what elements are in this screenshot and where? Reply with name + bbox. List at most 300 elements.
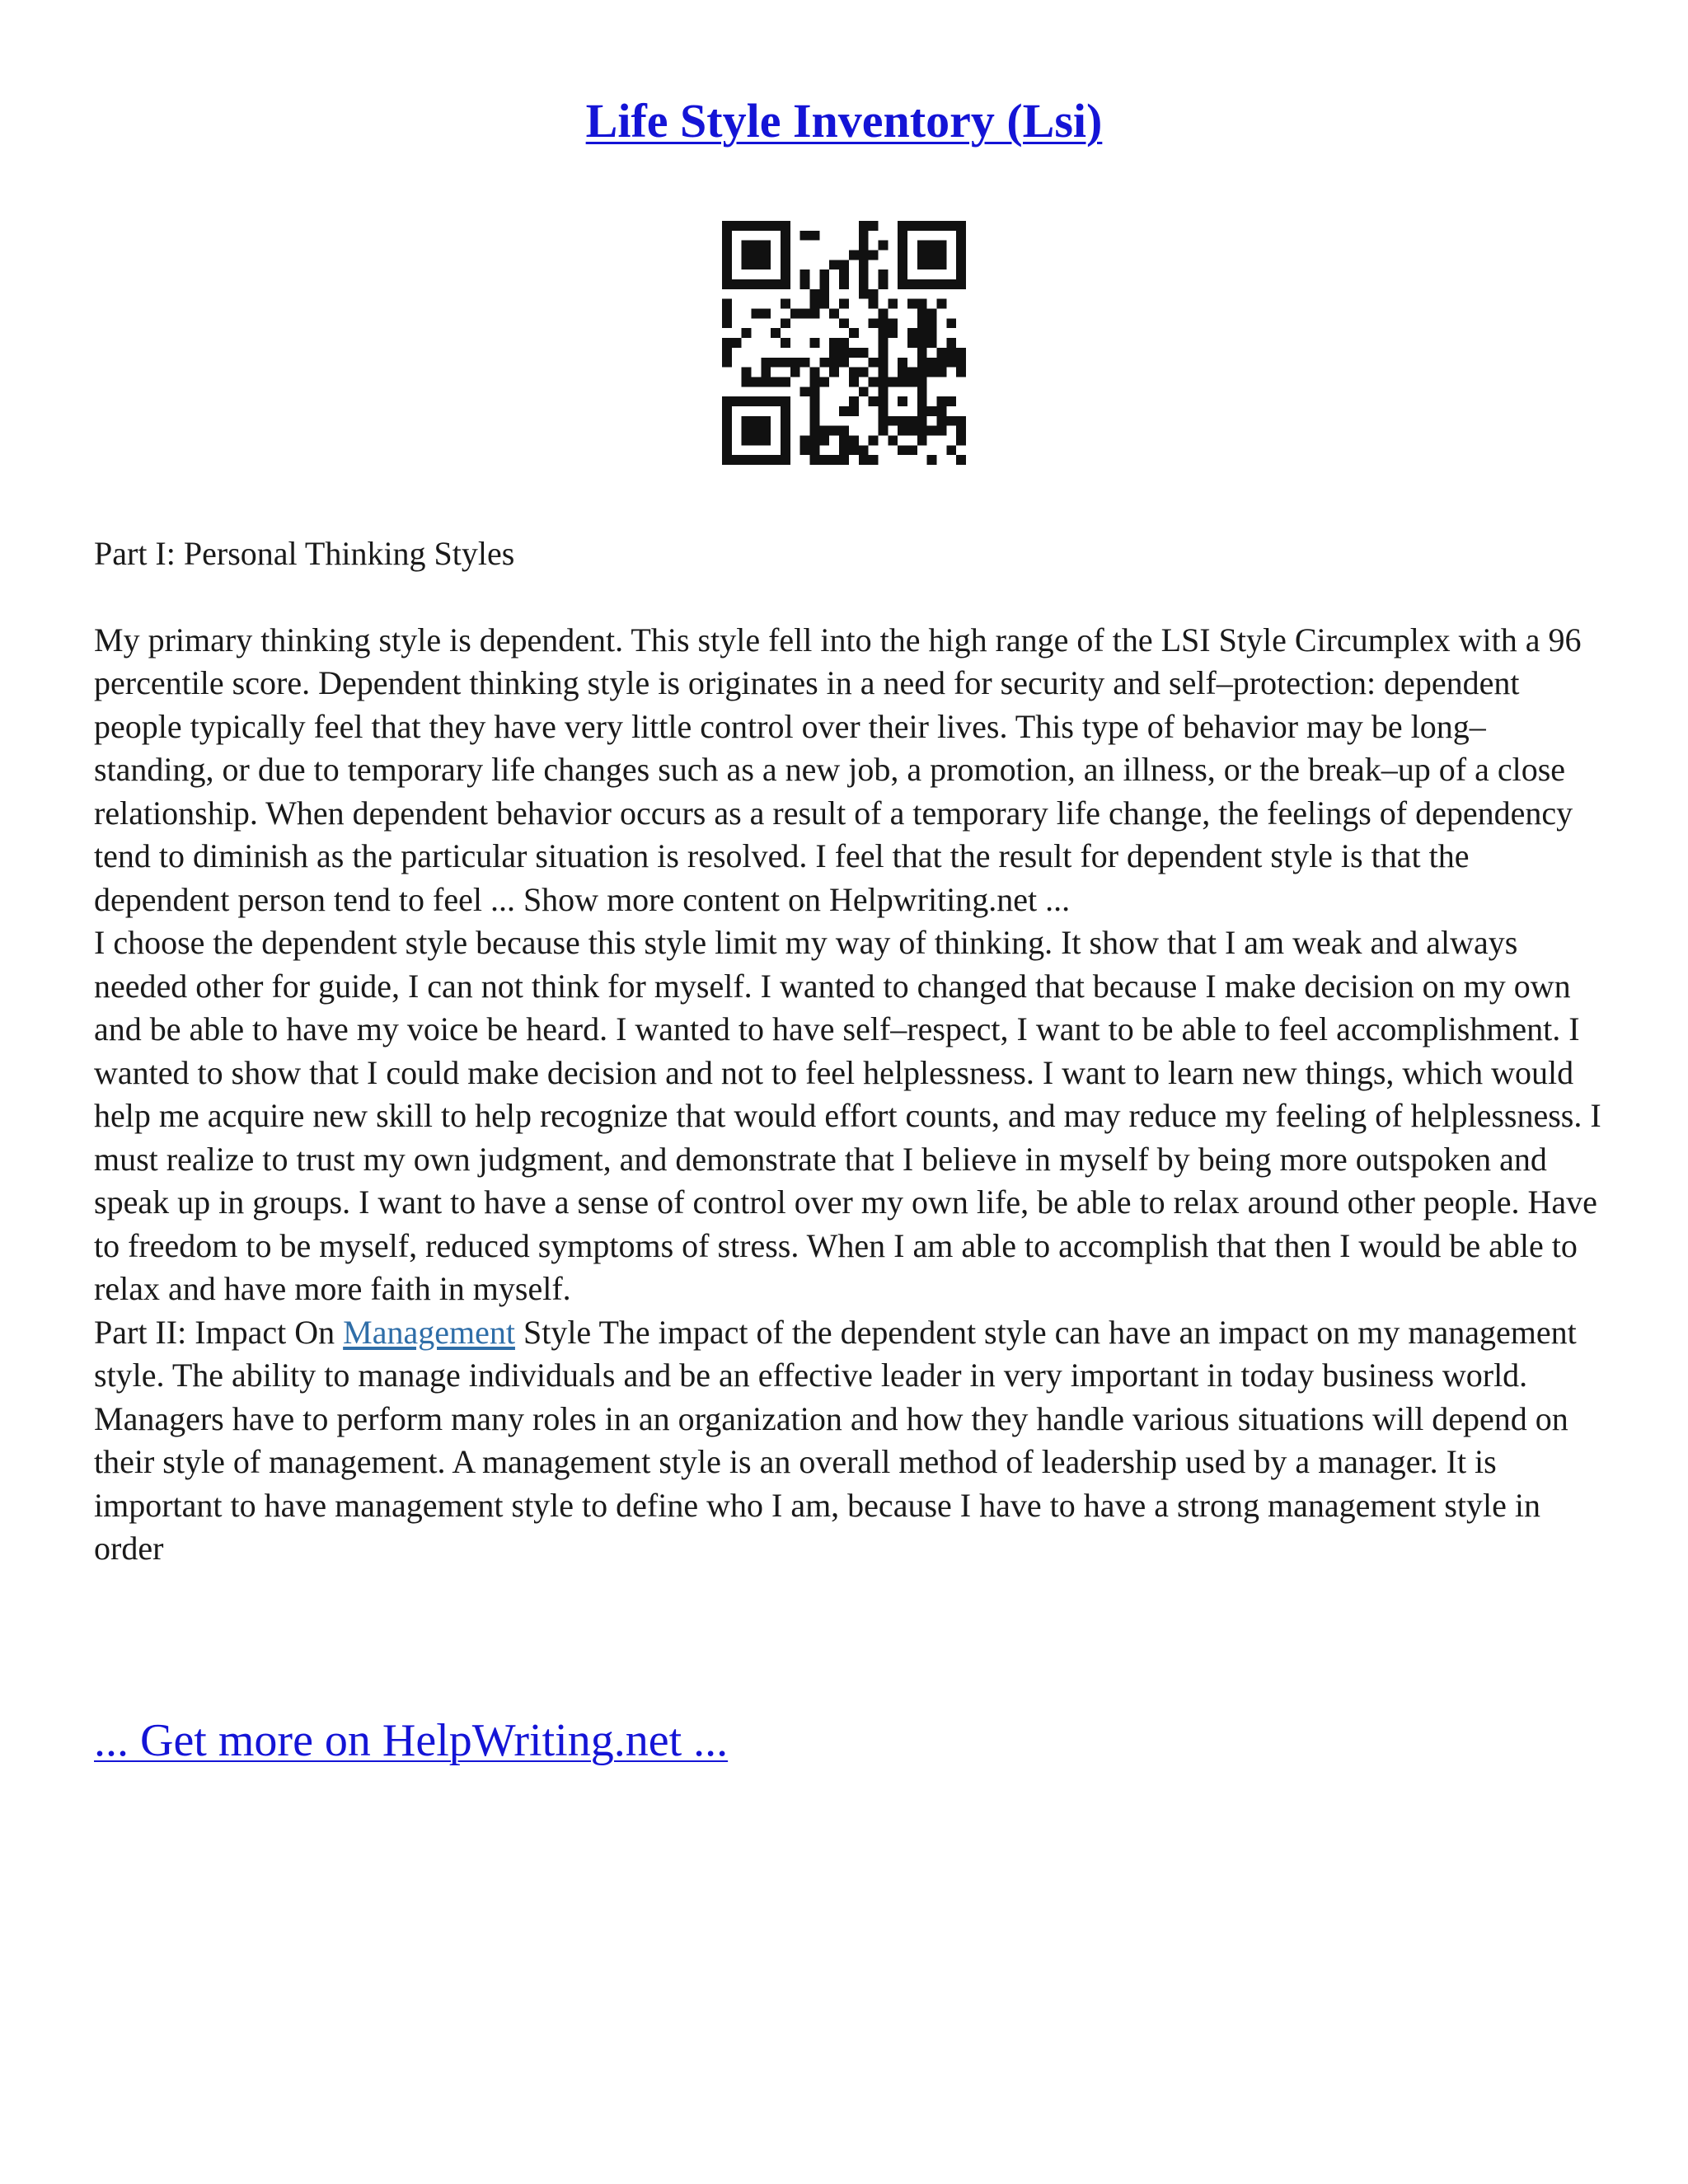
qr-module	[839, 279, 849, 289]
qr-module	[819, 377, 829, 387]
qr-module	[927, 338, 937, 348]
qr-module	[742, 377, 752, 387]
qr-module	[732, 279, 742, 289]
qr-module	[761, 396, 771, 406]
qr-module	[800, 445, 810, 455]
qr-module	[946, 416, 956, 426]
qr-module	[771, 396, 781, 406]
qr-module	[761, 260, 771, 269]
qr-module	[956, 241, 966, 251]
qr-module	[917, 318, 927, 328]
qr-module	[878, 377, 888, 387]
qr-module	[917, 358, 927, 368]
qr-module	[722, 416, 732, 426]
qr-module	[732, 338, 742, 348]
qr-module	[927, 358, 937, 368]
qr-module	[819, 269, 829, 279]
qr-module	[771, 358, 781, 368]
qr-module	[781, 406, 790, 416]
qr-module	[800, 231, 810, 241]
qr-module	[898, 269, 907, 279]
qr-module	[888, 328, 898, 338]
qr-module	[956, 426, 966, 436]
qr-module	[722, 309, 732, 319]
qr-module	[829, 309, 839, 319]
qr-module	[732, 221, 742, 231]
qr-module	[761, 368, 771, 377]
qr-module	[829, 338, 839, 348]
qr-module	[781, 426, 790, 436]
qr-module	[927, 406, 937, 416]
qr-module	[869, 318, 879, 328]
qr-module	[869, 289, 879, 299]
qr-module	[800, 279, 810, 289]
qr-module	[752, 435, 762, 445]
qr-module	[898, 445, 907, 455]
qr-module	[936, 241, 946, 251]
qr-module	[810, 377, 820, 387]
qr-module	[956, 348, 966, 358]
qr-module	[917, 416, 927, 426]
qr-module	[956, 368, 966, 377]
qr-module	[839, 445, 849, 455]
qr-module	[927, 279, 937, 289]
qr-module	[722, 299, 732, 309]
qr-module	[898, 416, 907, 426]
qr-module	[878, 396, 888, 406]
qr-module	[722, 251, 732, 260]
qr-module	[761, 416, 771, 426]
qr-module	[936, 260, 946, 269]
qr-module	[839, 269, 849, 279]
qr-module	[722, 455, 732, 465]
qr-module	[761, 251, 771, 260]
qr-module	[888, 299, 898, 309]
qr-module	[781, 231, 790, 241]
qr-module	[936, 299, 946, 309]
qr-module	[917, 387, 927, 396]
qr-module	[752, 221, 762, 231]
qr-module	[810, 406, 820, 416]
qr-module	[927, 426, 937, 436]
qr-module	[917, 426, 927, 436]
qr-module	[829, 260, 839, 269]
qr-module	[742, 455, 752, 465]
qr-module	[917, 251, 927, 260]
qr-module	[946, 445, 956, 455]
qr-module	[781, 251, 790, 260]
qr-module	[722, 318, 732, 328]
qr-module	[800, 269, 810, 279]
qr-module	[752, 416, 762, 426]
qr-module	[742, 435, 752, 445]
qr-module	[810, 299, 820, 309]
qr-module	[810, 309, 820, 319]
qr-module	[927, 318, 937, 328]
qr-module	[781, 299, 790, 309]
qr-module	[771, 328, 781, 338]
qr-module	[907, 445, 917, 455]
qr-module	[819, 455, 829, 465]
qr-module	[878, 269, 888, 279]
get-more-container	[94, 1713, 728, 1769]
qr-module	[742, 416, 752, 426]
qr-module	[810, 289, 820, 299]
qr-module	[917, 396, 927, 406]
qr-module	[761, 358, 771, 368]
qr-module	[946, 348, 956, 358]
part1-heading: Part I: Personal Thinking Styles	[94, 535, 515, 572]
qr-module	[917, 368, 927, 377]
qr-module	[946, 279, 956, 289]
part2-body: Style The impact of the dependent style can have an impact on my management style. The ability to manage individuals and be an effective leader in very important in today business world. Managers have to perform many roles in an organization and how they handle various situations will depend on their style of management. A management style is an overall method of leadership used by a manager. It is important to have management style to define who I am, because I have to have a strong management style in order	[94, 1313, 1577, 1567]
qr-module	[907, 426, 917, 436]
qr-module	[800, 387, 810, 396]
qr-module	[752, 241, 762, 251]
qr-module	[907, 221, 917, 231]
qr-module	[722, 231, 732, 241]
qr-module	[839, 318, 849, 328]
qr-module	[956, 435, 966, 445]
qr-module	[839, 406, 849, 416]
qr-module	[869, 221, 879, 231]
qr-module	[898, 231, 907, 241]
qr-module	[829, 368, 839, 377]
qr-module	[907, 338, 917, 348]
qr-module	[956, 221, 966, 231]
qr-module	[810, 396, 820, 406]
qr-module	[829, 455, 839, 465]
qr-module	[946, 318, 956, 328]
qr-module	[888, 435, 898, 445]
qr-module	[722, 241, 732, 251]
qr-module	[898, 221, 907, 231]
qr-module	[771, 377, 781, 387]
qr-module	[878, 416, 888, 426]
qr-module	[722, 426, 732, 436]
paragraph-2: I choose the dependent style because this style limit my way of thinking. It show that I am weak and always needed other for guide, I can not think for myself. I wanted to changed that because I make decision on my own and be able to have my voice be heard. I wanted to have self–respect, I want to be able to feel accomplishment. I wanted to show that I could make decision and not to feel helplessness. I want to learn new things, which would help me acquire new skill to help recognize that would effort counts, and may reduce my feeling of helplessness. I must realize to trust my own judgment, and demonstrate that I believe in myself by being more outspoken and speak up in groups. I want to have a sense of control over my own life, be able to relax around other people. Have to freedom to be myself, reduced symptoms of stress. When I am able to accomplish that then I would be able to relax and have more faith in myself.	[94, 924, 1601, 1307]
qr-module	[839, 435, 849, 445]
qr-module	[898, 426, 907, 436]
qr-module	[752, 455, 762, 465]
qr-module	[956, 269, 966, 279]
qr-module	[878, 318, 888, 328]
qr-module	[859, 289, 869, 299]
qr-module	[907, 377, 917, 387]
qr-module	[781, 269, 790, 279]
qr-module	[742, 241, 752, 251]
qr-module	[742, 396, 752, 406]
qr-module	[878, 328, 888, 338]
qr-module	[907, 368, 917, 377]
qr-module	[859, 241, 869, 251]
qr-module	[829, 348, 839, 358]
qr-module	[878, 348, 888, 358]
qr-module	[771, 279, 781, 289]
paragraph-1: My primary thinking style is dependent. This style fell into the high range of the LSI Style Circumplex with a 96 percentile score. Dependent thinking style is originates in a need for security and self–protection: dependent people typically feel that they have very little control over their lives. This type of behavior may be long–standing, or due to temporary life changes such as a new job, a promotion, an illness, or the break–up of a close relationship. When dependent behavior occurs as a result of a temporary life change, the feelings of dependency tend to diminish as the particular situation is resolved. I feel that the result for dependent style is that the dependent person tend to feel ... Show more content on Helpwriting.net ...	[94, 621, 1582, 918]
qr-module	[829, 426, 839, 436]
qr-module	[927, 368, 937, 377]
qr-module	[742, 328, 752, 338]
qr-code-graphic	[722, 221, 966, 465]
qr-module	[742, 368, 752, 377]
qr-module	[878, 309, 888, 319]
qr-module	[722, 260, 732, 269]
qr-module	[917, 309, 927, 319]
qr-module	[898, 241, 907, 251]
qr-module	[888, 416, 898, 426]
qr-module	[869, 377, 879, 387]
qr-module	[752, 396, 762, 406]
qr-module	[722, 338, 732, 348]
qr-module	[859, 279, 869, 289]
qr-module	[839, 299, 849, 309]
qr-module	[732, 396, 742, 406]
qr-module	[917, 338, 927, 348]
qr-module	[917, 221, 927, 231]
qr-module	[907, 416, 917, 426]
qr-module	[781, 358, 790, 368]
qr-module	[839, 260, 849, 269]
qr-module	[878, 279, 888, 289]
qr-module	[936, 368, 946, 377]
qr-module	[819, 279, 829, 289]
qr-module	[946, 396, 956, 406]
qr-module	[722, 445, 732, 455]
qr-module	[742, 221, 752, 231]
qr-module	[722, 221, 732, 231]
qr-module	[888, 377, 898, 387]
qr-module	[898, 377, 907, 387]
qr-module	[849, 396, 859, 406]
qr-module	[859, 269, 869, 279]
document-title	[0, 92, 1688, 150]
qr-module	[771, 221, 781, 231]
qr-module	[810, 445, 820, 455]
qr-module	[869, 435, 879, 445]
qr-module	[819, 435, 829, 445]
qr-module	[849, 251, 859, 260]
qr-module	[839, 348, 849, 358]
qr-module	[898, 358, 907, 368]
qr-module	[859, 251, 869, 260]
qr-module	[859, 387, 869, 396]
management-link[interactable]: Management	[343, 1313, 515, 1351]
qr-module	[956, 251, 966, 260]
qr-module	[761, 241, 771, 251]
qr-module	[898, 279, 907, 289]
qr-module	[732, 455, 742, 465]
get-more-link[interactable]: ... Get more on HelpWriting.net ...	[94, 1715, 729, 1766]
qr-module	[722, 269, 732, 279]
qr-module	[878, 241, 888, 251]
qr-module	[742, 251, 752, 260]
qr-module	[810, 231, 820, 241]
qr-module	[917, 299, 927, 309]
document-body	[94, 532, 1602, 1571]
qr-module	[859, 231, 869, 241]
qr-module	[761, 309, 771, 319]
qr-module	[810, 387, 820, 396]
qr-module	[722, 279, 732, 289]
qr-module	[917, 406, 927, 416]
qr-module	[722, 406, 732, 416]
qr-module	[936, 221, 946, 231]
qr-module	[878, 368, 888, 377]
qr-module	[781, 396, 790, 406]
qr-code-icon	[722, 221, 966, 465]
qr-module	[810, 338, 820, 348]
qr-module	[946, 221, 956, 231]
qr-module	[781, 318, 790, 328]
qr-module	[810, 435, 820, 445]
qr-module	[810, 416, 820, 426]
qr-module	[927, 328, 937, 338]
qr-module	[956, 416, 966, 426]
qr-module	[849, 368, 859, 377]
qr-module	[849, 445, 859, 455]
qr-module	[859, 445, 869, 455]
qr-module	[936, 426, 946, 436]
qr-module	[917, 241, 927, 251]
qr-module	[839, 455, 849, 465]
qr-module	[878, 387, 888, 396]
qr-module	[819, 358, 829, 368]
qr-module	[917, 377, 927, 387]
qr-module	[898, 396, 907, 406]
qr-module	[761, 426, 771, 436]
qr-module	[907, 299, 917, 309]
qr-module	[878, 426, 888, 436]
qr-module	[869, 358, 879, 368]
qr-module	[878, 338, 888, 348]
qr-module	[781, 221, 790, 231]
qr-module	[907, 279, 917, 289]
qr-module	[781, 377, 790, 387]
qr-module	[810, 426, 820, 436]
qr-module	[752, 279, 762, 289]
qr-module	[927, 251, 937, 260]
part2-heading-prefix: Part II: Impact On	[94, 1313, 344, 1351]
qr-module	[752, 426, 762, 436]
qr-module	[781, 416, 790, 426]
qr-module	[917, 435, 927, 445]
qr-module	[752, 260, 762, 269]
qr-module	[936, 348, 946, 358]
qr-module	[878, 358, 888, 368]
qr-module	[839, 338, 849, 348]
qr-module	[819, 426, 829, 436]
qr-module	[859, 348, 869, 358]
qr-module	[742, 260, 752, 269]
qr-module	[917, 328, 927, 338]
qr-module	[849, 406, 859, 416]
qr-module	[790, 309, 800, 319]
title-link[interactable]: Life Style Inventory (Lsi)	[585, 94, 1103, 148]
qr-module	[742, 426, 752, 436]
qr-module	[781, 279, 790, 289]
qr-module	[790, 368, 800, 377]
qr-module	[761, 455, 771, 465]
qr-module	[927, 455, 937, 465]
qr-module	[869, 251, 879, 260]
qr-module	[869, 455, 879, 465]
qr-module	[839, 358, 849, 368]
qr-module	[810, 368, 820, 377]
qr-module	[752, 377, 762, 387]
qr-module	[722, 435, 732, 445]
qr-module	[936, 396, 946, 406]
qr-module	[819, 289, 829, 299]
qr-module	[722, 348, 732, 358]
qr-module	[936, 406, 946, 416]
qr-module	[917, 348, 927, 358]
qr-module	[761, 435, 771, 445]
qr-module	[771, 455, 781, 465]
qr-module	[927, 221, 937, 231]
qr-module	[946, 358, 956, 368]
qr-module	[829, 358, 839, 368]
qr-module	[956, 260, 966, 269]
qr-module	[849, 328, 859, 338]
qr-module	[819, 299, 829, 309]
qr-module	[859, 221, 869, 231]
qr-module	[849, 435, 859, 445]
qr-module	[859, 455, 869, 465]
qr-module	[722, 358, 732, 368]
qr-module	[946, 338, 956, 348]
qr-module	[800, 309, 810, 319]
qr-module	[781, 338, 790, 348]
qr-module	[839, 426, 849, 436]
qr-module	[869, 299, 879, 309]
qr-module	[898, 368, 907, 377]
qr-module	[927, 241, 937, 251]
qr-module	[781, 445, 790, 455]
qr-module	[790, 358, 800, 368]
qr-module	[859, 368, 869, 377]
qr-module	[898, 260, 907, 269]
qr-module	[752, 309, 762, 319]
qr-module	[742, 279, 752, 289]
qr-module	[761, 377, 771, 387]
qr-module	[936, 416, 946, 426]
qr-module	[761, 221, 771, 231]
qr-module	[781, 455, 790, 465]
qr-module	[936, 279, 946, 289]
qr-module	[722, 396, 732, 406]
qr-module	[781, 435, 790, 445]
qr-module	[810, 455, 820, 465]
qr-module	[917, 279, 927, 289]
qr-module	[917, 260, 927, 269]
qr-module	[781, 260, 790, 269]
qr-module	[752, 251, 762, 260]
qr-module	[869, 396, 879, 406]
qr-module	[878, 406, 888, 416]
qr-module	[849, 377, 859, 387]
qr-module	[927, 309, 937, 319]
qr-module	[800, 358, 810, 368]
qr-module	[898, 251, 907, 260]
qr-module	[888, 318, 898, 328]
qr-module	[761, 279, 771, 289]
qr-module	[936, 358, 946, 368]
paragraph-3	[94, 1311, 1602, 1571]
qr-module	[781, 241, 790, 251]
qr-module	[927, 260, 937, 269]
qr-module	[956, 358, 966, 368]
